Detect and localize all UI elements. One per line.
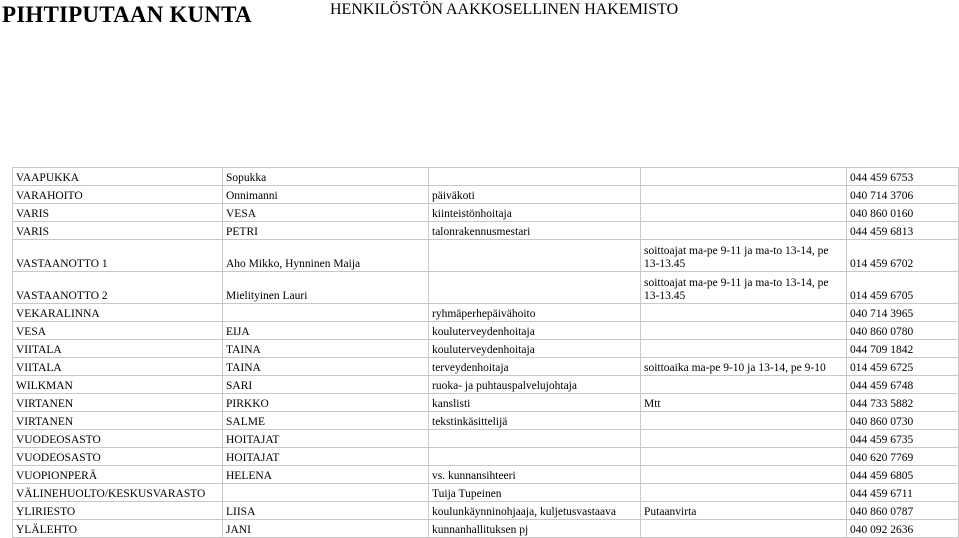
title-cell <box>429 240 641 272</box>
staff-directory-table <box>12 167 959 538</box>
unit-or-surname-cell: VEKARALINNA <box>13 304 223 322</box>
phone-cell: 040 860 0780 <box>847 322 959 340</box>
note-cell <box>641 168 847 186</box>
table-row <box>13 186 959 204</box>
name-cell: LIISA <box>223 502 429 520</box>
note-cell <box>641 376 847 394</box>
note-cell <box>641 466 847 484</box>
organization-name: PIHTIPUTAAN KUNTA <box>2 2 252 27</box>
name-cell: HOITAJAT <box>223 430 429 448</box>
table-row <box>13 358 959 376</box>
phone-cell: 044 459 6711 <box>847 484 959 502</box>
note-cell <box>641 484 847 502</box>
table-row <box>13 304 959 322</box>
note-cell <box>641 204 847 222</box>
name-cell: SALME <box>223 412 429 430</box>
unit-or-surname-cell: VUODEOSASTO <box>13 448 223 466</box>
phone-cell: 044 459 6813 <box>847 222 959 240</box>
phone-cell: 044 459 6735 <box>847 430 959 448</box>
phone-cell: 040 860 0730 <box>847 412 959 430</box>
name-cell: EIJA <box>223 322 429 340</box>
phone-cell: 040 860 0787 <box>847 502 959 520</box>
phone-cell: 040 620 7769 <box>847 448 959 466</box>
table-row <box>13 484 959 502</box>
unit-or-surname-cell: VIRTANEN <box>13 394 223 412</box>
note-cell <box>641 412 847 430</box>
table-row <box>13 272 959 304</box>
table-row <box>13 394 959 412</box>
name-cell: HOITAJAT <box>223 448 429 466</box>
unit-or-surname-cell: VESA <box>13 322 223 340</box>
title-cell: vs. kunnansihteeri <box>429 466 641 484</box>
phone-cell: 040 714 3965 <box>847 304 959 322</box>
unit-or-surname-cell: VASTAANOTTO 1 <box>13 240 223 272</box>
table-row <box>13 448 959 466</box>
title-cell: kouluterveydenhoitaja <box>429 340 641 358</box>
title-cell: terveydenhoitaja <box>429 358 641 376</box>
unit-or-surname-cell: VARIS <box>13 204 223 222</box>
title-cell <box>429 430 641 448</box>
note-cell <box>641 322 847 340</box>
table-row <box>13 376 959 394</box>
name-cell <box>223 304 429 322</box>
name-cell: SARI <box>223 376 429 394</box>
note-cell <box>641 186 847 204</box>
unit-or-surname-cell: YLÄLEHTO <box>13 520 223 538</box>
phone-cell: 040 860 0160 <box>847 204 959 222</box>
document-title: HENKILÖSTÖN AAKKOSELLINEN HAKEMISTO <box>330 1 679 18</box>
phone-cell: 040 714 3706 <box>847 186 959 204</box>
title-cell: tekstinkäsittelijä <box>429 412 641 430</box>
unit-or-surname-cell: VIITALA <box>13 340 223 358</box>
note-cell <box>641 222 847 240</box>
page-header <box>0 0 959 40</box>
title-cell: kouluterveydenhoitaja <box>429 322 641 340</box>
unit-or-surname-cell: YLIRIESTO <box>13 502 223 520</box>
note-cell <box>641 340 847 358</box>
table-row <box>13 430 959 448</box>
title-cell: talonrakennusmestari <box>429 222 641 240</box>
phone-cell: 014 459 6702 <box>847 240 959 272</box>
note-cell <box>641 430 847 448</box>
phone-cell: 040 092 2636 <box>847 520 959 538</box>
note-cell: soittoaika ma-pe 9-10 ja 13-14, pe 9-10 <box>641 358 847 376</box>
note-cell <box>641 304 847 322</box>
unit-or-surname-cell: VARIS <box>13 222 223 240</box>
title-cell <box>429 448 641 466</box>
title-cell: ruoka- ja puhtauspalvelujohtaja <box>429 376 641 394</box>
unit-or-surname-cell: VUOPIONPERÄ <box>13 466 223 484</box>
phone-cell: 014 459 6705 <box>847 272 959 304</box>
title-cell: kunnanhallituksen pj <box>429 520 641 538</box>
name-cell <box>223 484 429 502</box>
table-row <box>13 412 959 430</box>
note-cell: Mtt <box>641 394 847 412</box>
phone-cell: 044 733 5882 <box>847 394 959 412</box>
name-cell: TAINA <box>223 358 429 376</box>
title-cell: kanslisti <box>429 394 641 412</box>
name-cell: VESA <box>223 204 429 222</box>
title-cell: päiväkoti <box>429 186 641 204</box>
note-cell <box>641 520 847 538</box>
table-row <box>13 502 959 520</box>
name-cell: Sopukka <box>223 168 429 186</box>
title-cell <box>429 168 641 186</box>
phone-cell: 044 459 6805 <box>847 466 959 484</box>
name-cell: TAINA <box>223 340 429 358</box>
note-cell <box>641 448 847 466</box>
table-row <box>13 204 959 222</box>
name-cell: PIRKKO <box>223 394 429 412</box>
directory-body <box>13 168 959 538</box>
unit-or-surname-cell: VAAPUKKA <box>13 168 223 186</box>
phone-cell: 044 709 1842 <box>847 340 959 358</box>
unit-or-surname-cell: VIRTANEN <box>13 412 223 430</box>
title-cell: Tuija Tupeinen <box>429 484 641 502</box>
table-row <box>13 240 959 272</box>
title-cell: ryhmäperhepäivähoito <box>429 304 641 322</box>
table-row <box>13 340 959 358</box>
name-cell: Onnimanni <box>223 186 429 204</box>
table-row <box>13 520 959 538</box>
phone-cell: 044 459 6753 <box>847 168 959 186</box>
table-row <box>13 222 959 240</box>
note-cell: soittoajat ma-pe 9-11 ja ma-to 13-14, pe 13-13.45 <box>641 272 847 304</box>
unit-or-surname-cell: VUODEOSASTO <box>13 430 223 448</box>
note-cell: soittoajat ma-pe 9-11 ja ma-to 13-14, pe 13-13.45 <box>641 240 847 272</box>
unit-or-surname-cell: VIITALA <box>13 358 223 376</box>
unit-or-surname-cell: VÄLINEHUOLTO/KESKUSVARASTO <box>13 484 223 502</box>
name-cell: Aho Mikko, Hynninen Maija <box>223 240 429 272</box>
phone-cell: 014 459 6725 <box>847 358 959 376</box>
title-cell: kiinteistönhoitaja <box>429 204 641 222</box>
name-cell: PETRI <box>223 222 429 240</box>
unit-or-surname-cell: WILKMAN <box>13 376 223 394</box>
name-cell: Mielityinen Lauri <box>223 272 429 304</box>
unit-or-surname-cell: VARAHOITO <box>13 186 223 204</box>
phone-cell: 044 459 6748 <box>847 376 959 394</box>
title-cell: koulunkäynninohjaaja, kuljetusvastaava <box>429 502 641 520</box>
table-row <box>13 466 959 484</box>
note-cell: Putaanvirta <box>641 502 847 520</box>
name-cell: JANI <box>223 520 429 538</box>
unit-or-surname-cell: VASTAANOTTO 2 <box>13 272 223 304</box>
table-row <box>13 322 959 340</box>
table-row <box>13 168 959 186</box>
name-cell: HELENA <box>223 466 429 484</box>
title-cell <box>429 272 641 304</box>
